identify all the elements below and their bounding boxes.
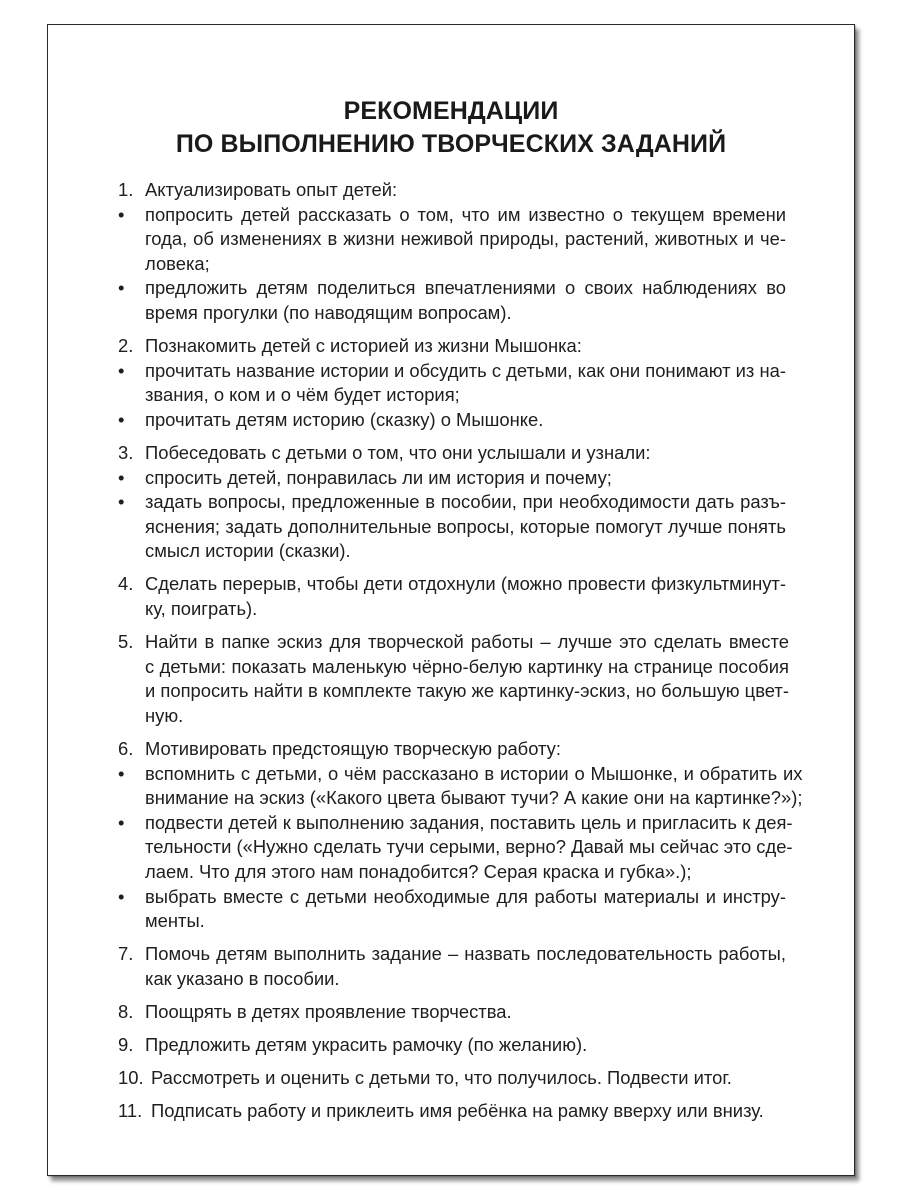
page-title (48, 95, 854, 161)
bullet-item (118, 276, 786, 325)
text-line: Сделать перерыв, чтобы дети отдохнули (можно провести физкультминут- (145, 573, 786, 595)
item-text (145, 737, 786, 762)
item-text (145, 359, 786, 408)
bullet-item (118, 408, 786, 433)
item-text (145, 811, 793, 885)
item-number: 5. (118, 631, 134, 653)
bullet-marker: • (118, 762, 125, 784)
item-text (145, 1033, 786, 1058)
item-number: 10. (118, 1067, 144, 1089)
text-line: менты. (145, 910, 205, 932)
item-text (145, 942, 786, 991)
numbered-item (118, 942, 786, 991)
text-line: яснения; задать дополнительные вопросы, которые помогут лучше понять (145, 515, 786, 537)
text-line: подвести детей к выполнению задания, поставить цель и пригласить к дея- (145, 811, 793, 833)
text-line: ную. (145, 704, 184, 726)
text-line: время прогулки (по наводящим вопросам). (145, 301, 512, 323)
document-page (47, 24, 855, 1176)
bullet-marker: • (118, 408, 125, 430)
item-text (145, 762, 802, 811)
recommendations-list (118, 178, 803, 1124)
text-line: Познакомить детей с историей из жизни Мышонка: (145, 335, 582, 357)
text-line: тельности («Нужно сделать тучи серыми, верно? Давай мы сейчас это сде- (145, 836, 793, 858)
text-line: Поощрять в детях проявление творчества. (145, 1000, 512, 1022)
bullet-item (118, 885, 786, 934)
text-line: прочитать название истории и обсудить с детьми, как они понимают из на- (145, 359, 786, 381)
item-text (145, 490, 786, 564)
bullet-item (118, 811, 793, 885)
bullet-marker: • (118, 466, 125, 488)
item-number: 4. (118, 573, 134, 595)
bullet-item (118, 490, 786, 564)
text-line: ку, поиграть). (145, 598, 258, 619)
numbered-item (118, 737, 786, 762)
item-text (145, 572, 786, 621)
text-line: прочитать детям историю (сказку) о Мышонке. (145, 408, 544, 430)
text-line: задать вопросы, предложенные в пособии, при необходимости дать разъ- (145, 491, 786, 513)
text-line: спросить детей, понравилась ли им история и почему; (145, 466, 612, 488)
bullet-item (118, 359, 786, 408)
text-line: Помочь детям выполнить задание – назвать последовательность работы, (145, 943, 786, 965)
text-line: Мотивировать предстоящую творческую работу: (145, 737, 561, 759)
numbered-item (118, 572, 786, 621)
item-text (145, 885, 786, 934)
text-line: вспомнить с детьми, о чём рассказано в истории о Мышонке, и обратить их (145, 762, 803, 784)
text-line: лаем. Что для этого нам понадобится? Серая краска и губка».); (145, 860, 692, 882)
item-text (145, 630, 789, 728)
text-line: года, об изменениях в жизни неживой природы, растений, животных и че- (145, 228, 786, 250)
item-text (145, 1000, 786, 1025)
item-text (145, 178, 786, 203)
item-text (145, 466, 786, 491)
text-line: смысл истории (сказки). (145, 540, 351, 562)
text-line: предложить детям поделиться впечатлениями о своих наблюдениях во (145, 277, 786, 299)
item-text (145, 334, 786, 359)
text-line: попросить детей рассказать о том, что им известно о текущем времени (145, 203, 786, 225)
text-line: Предложить детям украсить рамочку (по желанию). (145, 1034, 588, 1055)
bullet-marker: • (118, 885, 125, 907)
text-line: Подписать работу и приклеить имя ребёнка на рамку вверху или внизу. (151, 1100, 764, 1122)
text-line: выбрать вместе с детьми необходимые для работы материалы и инстру- (145, 885, 786, 907)
text-line: Найти в папке эскиз для творческой работы – лучше это сделать вместе (145, 631, 789, 653)
title-line-1: РЕКОМЕНДАЦИИ (343, 97, 559, 125)
title-line-2: ПО ВЫПОЛНЕНИЮ ТВОРЧЕСКИХ ЗАДАНИЙ (175, 130, 727, 158)
numbered-item (118, 1033, 786, 1058)
bullet-marker: • (118, 359, 125, 381)
item-text (145, 203, 786, 277)
text-line: звания, о ком и о чём будет история; (145, 384, 460, 406)
item-text (145, 276, 786, 325)
text-line: и попросить найти в комплекте такую же картинку-эскиз, но большую цвет- (145, 680, 789, 702)
item-text (151, 1066, 786, 1091)
text-line: Побеседовать с детьми о том, что они услышали и узнали: (145, 441, 651, 463)
bullet-marker: • (118, 811, 125, 833)
numbered-item (118, 441, 786, 466)
item-number: 2. (118, 335, 134, 357)
text-line: как указано в пособии. (145, 967, 340, 989)
bullet-item (118, 203, 786, 277)
item-number: 11. (118, 1100, 143, 1122)
item-number: 6. (118, 737, 134, 759)
item-number: 1. (118, 179, 134, 200)
bullet-marker: • (118, 277, 125, 299)
numbered-item (118, 334, 786, 359)
item-text (151, 1099, 786, 1124)
item-text (145, 408, 786, 433)
item-number: 9. (118, 1034, 134, 1055)
item-text (145, 441, 786, 466)
numbered-item (118, 1066, 786, 1091)
numbered-item (118, 1099, 786, 1124)
item-number: 8. (118, 1000, 134, 1022)
text-line: Актуализировать опыт детей: (145, 179, 398, 200)
text-line: Рассмотреть и оценить с детьми то, что получилось. Подвести итог. (151, 1067, 732, 1089)
bullet-item (118, 762, 803, 811)
bullet-marker: • (118, 491, 125, 513)
numbered-item (118, 178, 786, 203)
numbered-item (118, 630, 789, 728)
text-line: внимание на эскиз («Какого цвета бывают тучи? А какие они на картинке?»); (145, 787, 803, 809)
text-line: ловека; (145, 252, 210, 274)
bullet-marker: • (118, 203, 125, 225)
item-number: 3. (118, 441, 134, 463)
numbered-item (118, 1000, 786, 1025)
text-line: с детьми: показать маленькую чёрно-белую картинку на странице пособия (145, 655, 789, 677)
item-number: 7. (118, 943, 134, 965)
bullet-item (118, 466, 786, 491)
